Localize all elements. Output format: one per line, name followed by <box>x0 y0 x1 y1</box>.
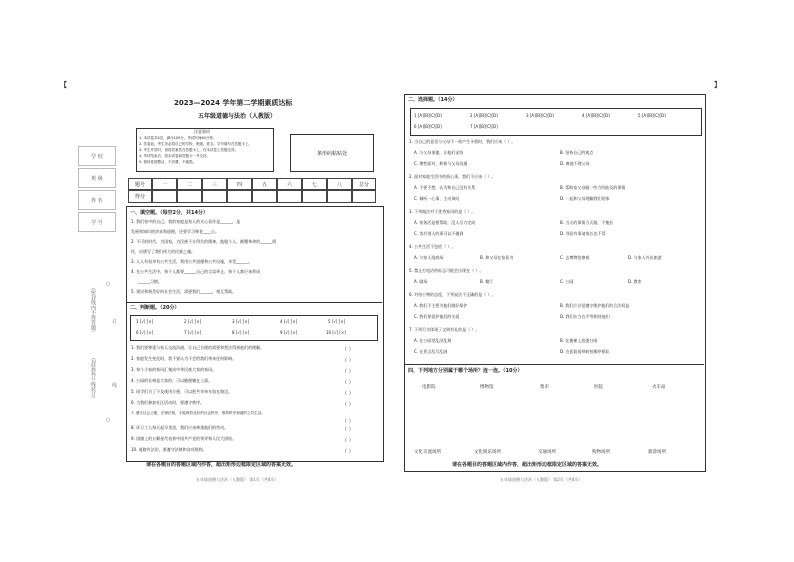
mc-q5-option-a[interactable]: A. 剧场 <box>414 279 428 284</box>
side-field-name[interactable]: 姓 名 <box>78 190 116 210</box>
mc-q7-option-b[interactable]: B. 在楼梯上追逐打闹 <box>560 338 598 343</box>
tf-paren-3[interactable]: （ ） <box>342 369 354 375</box>
tf-question-9: 9. 国旗上的五颗星代表着中国共产党的领导和人民大团结。 <box>131 436 237 441</box>
mc-q3-option-a[interactable]: A. 家务活是相帮助，没人尽力完成 <box>414 220 476 225</box>
score-header-label: 题号 <box>128 178 152 190</box>
fill-line-5: 3. 人人有权享有公共生活，利用公共道德和公共设施，享受______。 <box>131 259 253 264</box>
mc-answer-4[interactable]: 4 [A][B][C][D] <box>582 113 610 118</box>
place-bottom-4[interactable]: 购物场所 <box>592 450 610 455</box>
seal-ding: 订 <box>112 319 118 325</box>
matching-section-title: 四、下列地方分别属于哪个场所？连一连。（10分） <box>408 368 523 374</box>
score-header-2: 二 <box>177 178 202 190</box>
place-bottom-3[interactable]: 交通场所 <box>538 450 556 455</box>
tf-question-8: 8. 环卫工人每天起早贪黑，我们应该尊重他们的劳动。 <box>131 425 229 430</box>
tf-paren-6[interactable]: （ ） <box>342 402 354 408</box>
tf-answer-2[interactable]: 2 [√] [×] <box>184 319 202 324</box>
mc-section-title: 二、选择题。（14分） <box>408 97 458 103</box>
tf-question-7: 7. 遵守社会公德，法律法规，才能保持良好的社会秩序，维持秩序和谐的公共生活。 <box>131 411 265 415</box>
left-footer-note: 请在各题目的答题区域内作答，超出矩形边框限定区域的答案无效。 <box>146 462 297 468</box>
mc-question-3: 3. 下列做法对于优秀家风的是（ ）。 <box>409 209 476 214</box>
tf-paren-7[interactable]: （ ） <box>342 419 354 425</box>
place-top-4[interactable]: 医院 <box>594 385 603 390</box>
mc-answer-7[interactable]: 7 [A][B][C][D] <box>470 124 498 129</box>
score-cell-7[interactable] <box>302 190 327 203</box>
score-cell-5[interactable] <box>252 190 277 203</box>
tf-answer-3[interactable]: 3 [√] [×] <box>232 319 250 324</box>
tf-question-1: 1. 我们要尊重与家人交流沟通，让自己合理的需要和想法得到他们的理解。 <box>131 345 265 350</box>
tf-answer-10[interactable]: 10 [√] [×] <box>326 330 346 335</box>
seal-dot-2: ○ <box>106 417 111 423</box>
tf-paren-1[interactable]: （ ） <box>342 347 354 353</box>
score-header-4: 四 <box>227 178 252 190</box>
seal-xian: 线 <box>112 383 118 389</box>
score-header-3: 三 <box>202 178 227 190</box>
score-header-5: 五 <box>252 178 277 190</box>
mc-q1-option-c[interactable]: C. 理性面对，积极与父母沟通 <box>414 161 468 166</box>
mc-q7-option-c[interactable]: C. 在景点乱写乱画 <box>414 349 448 354</box>
mc-q7-option-a[interactable]: A. 在公园里乱涂乱刻 <box>414 338 452 343</box>
place-top-5[interactable]: 火车站 <box>652 385 666 390</box>
fill-line-4: 怀，由谱写了我们伟大的民族之魂。 <box>131 249 195 254</box>
mc-answer-5[interactable]: 5 [A][B][C][D] <box>638 113 666 118</box>
notes-title: 注意事项 <box>194 129 210 134</box>
note-5: 5. 保持卷面整洁，不折叠、不破损。 <box>139 160 196 164</box>
tf-answer-7[interactable]: 7 [√] [×] <box>184 330 202 335</box>
place-bottom-2[interactable]: 文化娱乐场所 <box>474 450 501 455</box>
mc-q4-option-d[interactable]: D. 与家人外出旅游 <box>628 255 662 260</box>
tf-paren-10[interactable]: （ ） <box>342 449 354 455</box>
score-cell-1[interactable] <box>152 190 177 203</box>
right-footer-note: 请在各题目的答题区域内作答，超出矩形边框限定区域的答案无效。 <box>452 462 603 468</box>
mc-q1-option-d[interactable]: D. 离他不理父母 <box>560 161 590 166</box>
tf-answer-8[interactable]: 8 [√] [×] <box>232 330 250 335</box>
seal-line-note-1: （密封线内不得答题） <box>90 285 96 335</box>
mc-question-7: 7. 下列行为体现了文明有礼的是（ ）。 <box>409 327 480 332</box>
score-header-1: 一 <box>152 178 177 190</box>
right-page-label: 五年级道德与法治（人教版） 第2页（共4页） <box>500 477 583 482</box>
tf-question-6: 6. 当我们参加社区活动时，要遵守秩序。 <box>131 400 205 405</box>
score-row-label: 得分 <box>128 190 152 203</box>
section1-title: 一、填空题。（每空2分，共14分） <box>130 210 208 216</box>
score-cell-8[interactable] <box>327 190 352 203</box>
mc-q3-option-c[interactable]: C. 答应别人的事可以不做到 <box>414 231 464 236</box>
score-cell-2[interactable] <box>177 190 202 203</box>
side-field-school[interactable]: 学 校 <box>78 146 116 166</box>
left-page-label: 五年级道德与法治（人教版） 第1页（共4页） <box>196 477 279 482</box>
mc-question-5: 5. 禁止打电话的标志可能会出现在（ ）。 <box>409 268 484 273</box>
place-bottom-1[interactable]: 文化交流场所 <box>414 450 441 455</box>
fill-line-6: 4. 在公共生活中，每个人都要______自己的言谈举止，每个人都应该养成 <box>131 269 261 274</box>
tf-paren-5[interactable]: （ ） <box>342 391 354 397</box>
mc-q1-option-b[interactable]: B. 坚持自己的观点 <box>560 150 594 155</box>
mc-q6-option-b[interactable]: B. 我们应自觉遵守维护他们的合法权益 <box>560 303 630 308</box>
mc-q3-option-b[interactable]: B. 当天的事情当天做，不拖拉 <box>560 220 614 225</box>
mc-question-2: 2. 面对家庭生活中的烦心事，我们不应该（ ）。 <box>409 174 496 179</box>
mc-q5-option-b[interactable]: B. 餐厅 <box>480 279 494 284</box>
mc-q4-option-c[interactable]: C. 去博物馆参观 <box>560 255 590 260</box>
place-top-2[interactable]: 博物馆 <box>480 385 494 390</box>
mc-q7-option-d[interactable]: D. 在医院看病时按顺序排队 <box>560 349 610 354</box>
barcode-box <box>290 134 374 172</box>
score-cell-3[interactable] <box>202 190 227 203</box>
place-bottom-5[interactable]: 就诊场所 <box>648 450 666 455</box>
tf-answer-5[interactable]: 5 [√] [×] <box>328 319 346 324</box>
section-divider-2 <box>404 364 704 365</box>
mc-answer-1[interactable]: 1 [A][B][C][D] <box>414 113 442 118</box>
mc-question-1: 1. 当自己的意见与父母不一致产生矛盾时，我们应该（ ）。 <box>409 139 516 144</box>
fill-line-1: 1. 我们家中的自己，我的家庭是家人的关心看作是______，是 <box>131 219 241 224</box>
fill-line-3: 2. 不可的时代，为国家，为民族不计得失的精神，他粗个人，颠覆革命的______情 <box>131 239 277 244</box>
section-divider-1 <box>126 302 382 303</box>
mc-q5-option-d[interactable]: D. 教室 <box>628 279 642 284</box>
note-2: 2. 答卷前，考生务必将自己的学校、班级、姓名、学号填写在答题卡上。 <box>139 142 252 146</box>
mc-q2-option-a[interactable]: A. 不要不想，认为和自己没有关系 <box>414 185 476 190</box>
score-cell-total[interactable] <box>352 190 376 203</box>
note-3: 3. 考生作答时，请将答案答在答题卡上，在本试卷上答题无效。 <box>139 148 238 152</box>
place-top-3[interactable]: 集市 <box>540 385 549 390</box>
mc-q4-option-b[interactable]: B. 和父母在家看书 <box>480 255 514 260</box>
exam-title: 2023—2024 学年第二学期素质达标 <box>174 99 293 107</box>
side-field-number[interactable]: 学 号 <box>78 212 116 232</box>
mc-q2-option-b[interactable]: B. 帮助家父母做一些力所能及的事情 <box>560 185 626 190</box>
score-cell-6[interactable] <box>277 190 302 203</box>
mc-question-6: 6. 对待公物的态度，下列说法不正确的是（ ）。 <box>409 292 496 297</box>
tf-paren-2[interactable]: （ ） <box>342 358 354 364</box>
tf-question-10: 10. 道路有法治，要遵守法律和各项规则。 <box>131 447 207 452</box>
tf-answer-6[interactable]: 6 [√] [×] <box>136 330 154 335</box>
mc-q4-option-a[interactable]: A. 与家人逛商场 <box>414 255 444 260</box>
corner-mark-left: 【 <box>60 81 67 89</box>
mc-q6-option-d[interactable]: D. 我们应当在平等相待他们 <box>560 314 610 319</box>
tf-answer-9[interactable]: 9 [√] [×] <box>280 330 298 335</box>
corner-mark-right: 】 <box>714 81 721 89</box>
mc-answer-3[interactable]: 3 [A][B][C][D] <box>526 113 554 118</box>
score-header-8: 八 <box>327 178 352 190</box>
mc-q5-option-c[interactable]: C. 公园 <box>560 279 574 284</box>
section2-title: 二、判断题。（20分） <box>130 305 180 311</box>
barcode-label: 条形码粘贴处 <box>316 150 347 157</box>
exam-subtitle: 五年级道德与法治（人教版） <box>198 113 277 120</box>
tf-question-3: 3. 每个小家的家风汇集成中华民族大家的家风。 <box>131 367 217 372</box>
mc-q2-option-c[interactable]: C. 倾听一心事，主动询问 <box>414 196 460 201</box>
mc-q2-option-d[interactable]: D. 一起和父母理解我们的家 <box>560 196 610 201</box>
seal-dot-1: ○ <box>106 281 111 287</box>
tf-answer-4[interactable]: 4 [√] [×] <box>280 319 298 324</box>
tf-answer-1[interactable]: 1 [√] [×] <box>136 319 154 324</box>
score-header-6: 六 <box>277 178 302 190</box>
mc-q6-option-a[interactable]: A. 我们不主要为他们做好保护 <box>414 303 468 308</box>
fill-line-7: ______习惯。 <box>138 279 162 284</box>
place-top-1[interactable]: 电影院 <box>422 385 436 390</box>
tf-paren-8[interactable]: （ ） <box>342 427 354 433</box>
mc-answer-6[interactable]: 6 [A][B][C][D] <box>414 124 442 129</box>
fill-line-8: 5. 建设和谐美好的社会生活，需要我们______，相互帮助。 <box>131 289 237 294</box>
score-header-total: 总分 <box>352 178 376 190</box>
fill-line-2: 发展和知识的讲求和道理，还要学习尊老____心。 <box>131 229 219 234</box>
mc-question-4: 4. 公共生活不包括（ ）。 <box>409 244 456 249</box>
tf-paren-4[interactable]: （ ） <box>342 380 354 386</box>
side-field-class[interactable]: 班 级 <box>78 168 116 188</box>
seal-line-note-2: （封装装订 线装订） <box>90 355 96 402</box>
score-cell-4[interactable] <box>227 190 252 203</box>
score-header-7: 七 <box>302 178 327 190</box>
tf-question-5: 5. 同学们为了不及使用方便，可以把共享单车放在路边。 <box>131 389 233 394</box>
tf-question-2: 2. 家庭发生变化时，我不要认为不会给我们带来任何影响。 <box>131 356 237 361</box>
note-1: 1. 本试卷共4页，满分100分，考试时间60分钟。 <box>139 136 217 140</box>
mc-q6-option-c[interactable]: C. 我们要爱护他们的关爱 <box>414 314 460 319</box>
mc-q3-option-d[interactable]: D. 邻居有事请家长也不帮 <box>560 231 606 236</box>
tf-question-4: 4. 公园的长椅是大家的，可以随便躺在上面。 <box>131 378 213 383</box>
mc-q1-option-a[interactable]: A. 与父母顶撞，让他们妥协 <box>414 150 464 155</box>
note-4: 4. 考试结束后，将本试卷和答题卡一并交回。 <box>139 154 210 158</box>
tf-paren-9[interactable]: （ ） <box>342 438 354 444</box>
mc-answer-2[interactable]: 2 [A][B][C][D] <box>470 113 498 118</box>
